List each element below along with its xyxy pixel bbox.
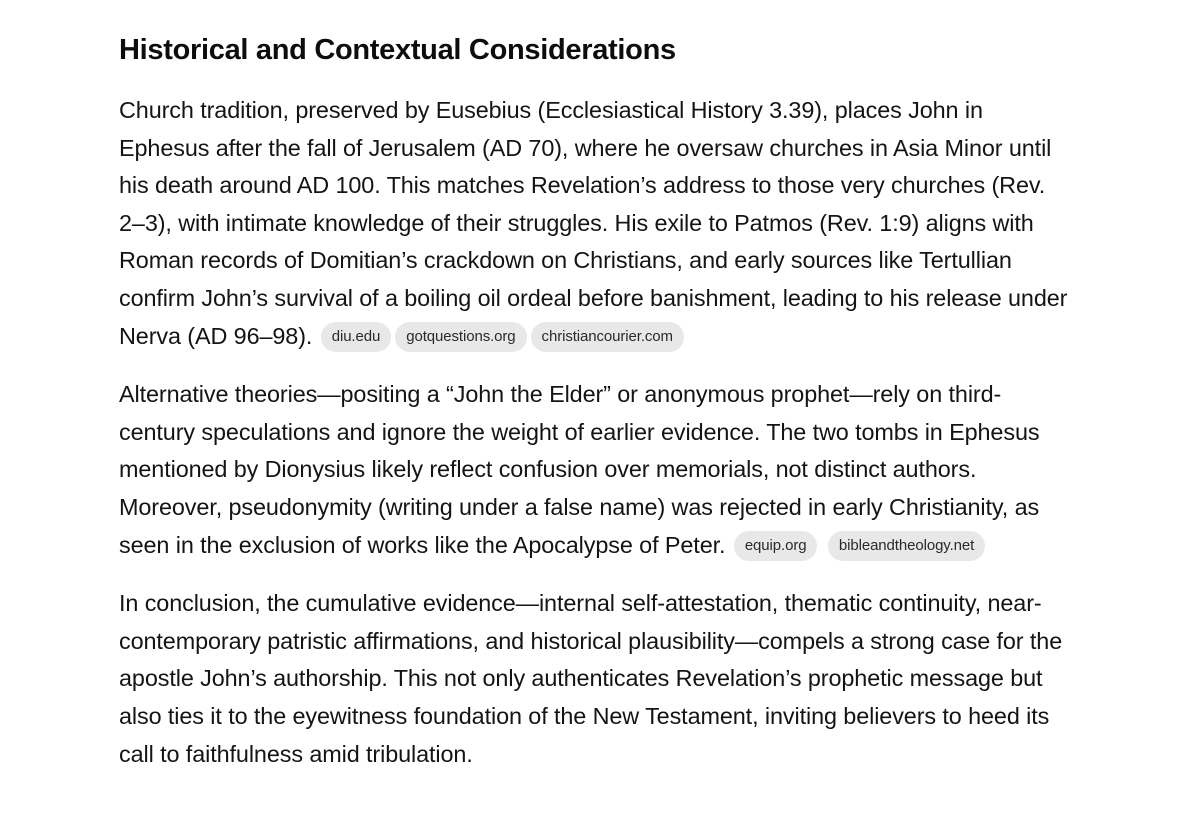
- paragraph-text: Alternative theories—positing a “John the Elder” or anonymous prophet—rely on third-century speculations and ignore the weight of earlier evidence. The two tombs in Ephesus mentioned by Dionysius likely reflect confusion over memorials, not distinct authors. Moreover, pseudonymity (writing under a false name) was rejected in early Christianity, as seen in the exclusion of works like the Apocalypse of Peter.: [119, 381, 1040, 558]
- source-chip-equip[interactable]: equip.org: [734, 531, 818, 561]
- source-chip-christiancourier[interactable]: christiancourier.com: [531, 322, 684, 352]
- source-chip-gotquestions[interactable]: gotquestions.org: [395, 322, 526, 352]
- source-chip-diu[interactable]: diu.edu: [321, 322, 392, 352]
- section-heading: Historical and Contextual Considerations: [119, 34, 676, 66]
- paragraph-text: In conclusion, the cumulative evidence—internal self-attestation, thematic continuity, near-contemporary patristic affirmations, and historical plausibility—compels a strong case for the apostle John’s authorship. This not only authenticates Revelation’s prophetic message but also ties it to the eyewitness foundation of the New Testament, inviting believers to heed its call to faithfulness amid tribulation.: [119, 590, 1063, 767]
- source-chip-bibleandtheology[interactable]: bibleandtheology.net: [828, 531, 985, 561]
- paragraph-text: Church tradition, preserved by Eusebius (Ecclesiastical History 3.39), places John in Ephesus after the fall of Jerusalem (AD 70), where he oversaw churches in Asia Minor until his death around AD 100. This matches Revelation’s address to those very churches (Rev. 2–3), with intimate knowledge of their struggles. His exile to Patmos (Rev. 1:9) aligns with Roman records of Domitian’s crackdown on Christians, and early sources like Tertullian confirm John’s survival of a boiling oil ordeal before banishment, leading to his release under Nerva (AD 96–98).: [119, 97, 1068, 349]
- paragraph-tradition: [119, 92, 1069, 355]
- response-content: [119, 30, 1069, 794]
- paragraph-conclusion: [119, 585, 1069, 773]
- paragraph-alternative-theories: [119, 376, 1069, 564]
